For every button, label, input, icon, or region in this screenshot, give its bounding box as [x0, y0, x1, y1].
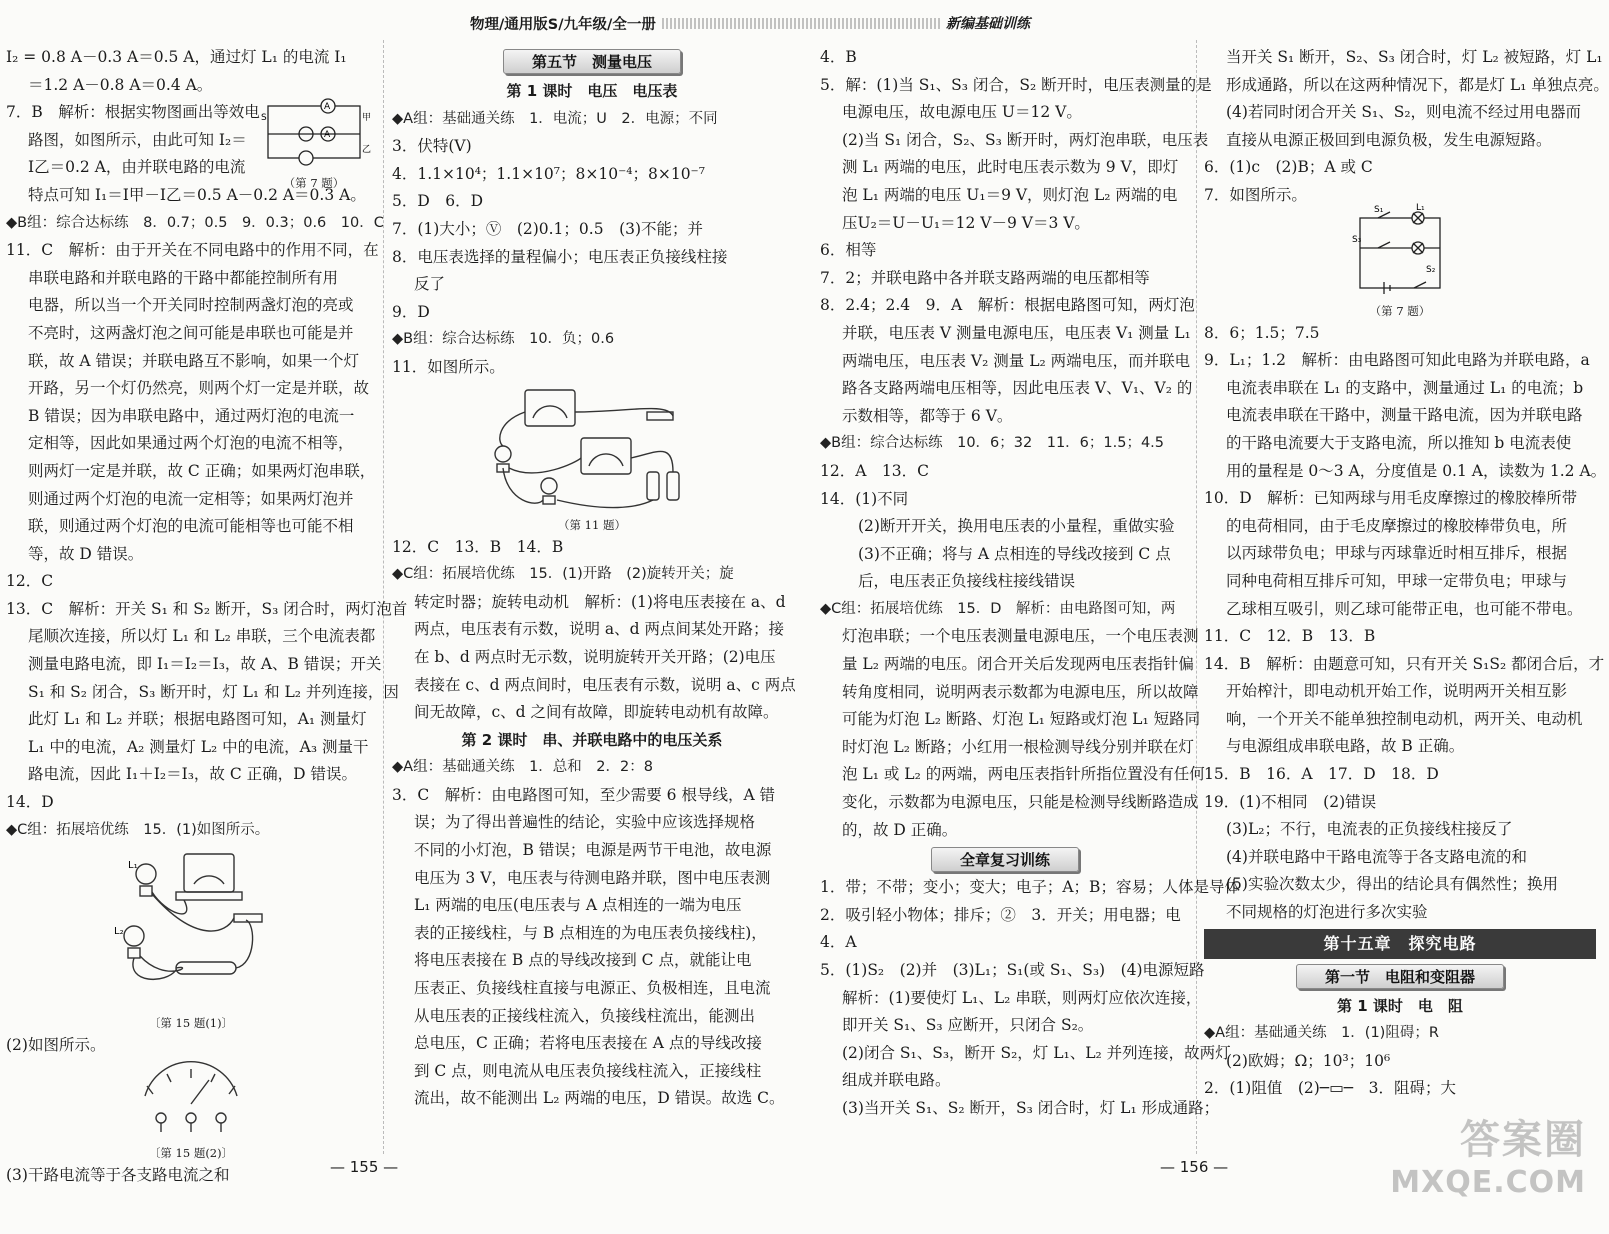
answer-line: (2)欧姆；Ω；10³；10⁶ [1226, 1051, 1391, 1070]
book-tag: 物理/通用版S/九年级/全一册 [470, 16, 656, 33]
answer-line: 转定时器；旋转电动机 解析：(1)将电压表接在 a、d [414, 592, 786, 611]
answer-line: 电流表串联在干路中，测量干路电流，因为并联电路 [1226, 406, 1583, 425]
answer-line: ◆B组：综合达标练 10．6；32 11．6；1.5；4.5 [820, 435, 1165, 452]
answer-line: 泡 L₁ 或 L₂ 的两端，两电压表指针所指位置没有任何 [842, 765, 1205, 784]
svg-text:L₁: L₁ [1416, 202, 1425, 213]
answer-line: 定相等，因此如果通过两个灯泡的电流不相等， [28, 434, 354, 453]
answer-line: 7．如图所示。 [1204, 185, 1307, 204]
page-number-right: — 156 — [1160, 1158, 1229, 1176]
answer-line: 开始榨汁，即电动机开始工作，说明两开关相互影 [1226, 682, 1568, 701]
figure-11 [392, 382, 792, 516]
figure-caption: （第 7 题） [283, 176, 345, 190]
answer-line: 8．电压表选择的量程偏小；电压表正负接线柱接 [392, 247, 728, 266]
answer-line: 12．A 13．C [820, 461, 929, 480]
answer-block [392, 754, 792, 1113]
figure-caption: 〔第 15 题(2)〕 [148, 1145, 234, 1160]
answer-line: 并联，电压表 V 测量电源电压，电压表 V₁ 测量 L₁ [842, 323, 1191, 342]
answer-line: 2．吸引轻小物体；排斥；② 3．开关；用电器；电 [820, 905, 1181, 924]
answer-line: 尾顺次连接，所以灯 L₁ 和 L₂ 串联，三个电流表都 [28, 627, 376, 646]
column-1 [6, 44, 408, 1189]
answer-line: 总电压，C 正确；若将电压表接在 A 点的导线改接 [414, 1034, 762, 1053]
column-3 [820, 44, 1240, 1123]
figure-caption: （第 11 题） [558, 517, 626, 532]
answer-line: (2)断开开关，换用电压表的小量程，重做实验 [858, 517, 1175, 536]
answer-line: 电器，所以当一个开关同时控制两盏灯泡的亮或 [28, 296, 354, 315]
svg-text:A: A [324, 130, 331, 140]
answer-line: 的干路电流要大于支路电流，所以推知 b 电流表使 [1226, 433, 1572, 452]
brand-logo: 新编基础训练 [946, 16, 1030, 32]
answer-line: (3)不正确；将与 A 点相连的导线改接到 C 点 [858, 544, 1171, 563]
answer-line: 乙球相互吸引，则乙球可能带正电，也可能不带电。 [1226, 599, 1583, 618]
column-4 [1204, 44, 1609, 1103]
answer-line: 灯泡串联；一个电压表测量电源电压，一个电压表测 [842, 627, 1199, 646]
answer-line: 4．1.1×10⁴；1.1×10⁷；8×10⁻⁴；8×10⁻⁷ [392, 164, 705, 183]
answer-line: 9．L₁；1.2 解析：由电路图可知此电路为并联电路，a [1204, 351, 1590, 370]
ammeter-dial-icon [131, 1060, 251, 1140]
answer-line: S₁ 和 S₂ 闭合，S₃ 断开时，灯 L₁ 和 L₂ 并列连接，因 [28, 682, 399, 701]
answer-line: 联，则通过两个灯泡的电流可能相等也可能不相 [28, 517, 354, 536]
answer-line: 表的正接线柱，与 B 点相连的为电压表负接线柱)， [414, 923, 767, 942]
answer-line: 12．C 13．B 14．B [392, 537, 564, 556]
answer-line: 10．D 解析：已知两球与用毛皮摩擦过的橡胶棒所带 [1204, 489, 1578, 508]
answer-line: 间无故障，c、d 之间有故障，即旋转电动机有故障。 [414, 703, 779, 722]
watermark-line: 答案圈 [1460, 1117, 1586, 1163]
answer-line: 表接在 c、d 两点间时，电压表有示数，说明 a、c 两点 [414, 675, 796, 694]
answer-line: 1．带；不带；变小；变大；电子；A；B；容易；人体是导体 [820, 878, 1240, 897]
answer-line: 8．6；1.5；7.5 [1204, 323, 1320, 342]
answer-line: 4．A [820, 933, 857, 952]
answer-line: (2)闭合 S₁、S₃，断开 S₂，灯 L₁、L₂ 并列连接，故两灯 [842, 1043, 1231, 1062]
section-banner: 全章复习训练 [931, 847, 1079, 872]
answer-line: 将电压表接在 B 点的导线改接到 C 点，就能让电 [414, 951, 752, 970]
answer-line: (4)若同时闭合开关 S₁、S₂，则电流不经过用电器而 [1226, 103, 1582, 122]
answer-line: (5)实验次数太少，得出的结论具有偶然性；换用 [1226, 875, 1558, 894]
answer-line: 不亮时，这两盏灯泡之间可能是串联也可能是并 [28, 323, 354, 342]
answer-line: 7．2；并联电路中各并联支路两端的电压都相等 [820, 268, 1150, 287]
answer-block [6, 1032, 376, 1060]
answer-line: ◆A组：基础通关练 1．电流；U 2．电源；不同 [392, 110, 718, 127]
answer-line: (3)当开关 S₁、S₂ 断开，S₃ 闭合时，灯 L₁ 形成通路； [842, 1098, 1220, 1117]
answer-line: 路电流，因此 I₁＋I₂＝I₃，故 C 正确，D 错误。 [28, 765, 358, 784]
answer-line: ◆C组：拓展培优练 15．D 解析：由电路图可知，两 [820, 600, 1176, 617]
answer-line: 两点，电压表有示数，说明 a、d 两点间某处开路；接 [414, 620, 785, 639]
svg-text:S₃: S₃ [1352, 234, 1362, 245]
answer-line: 的电荷相同，由于毛皮摩擦过的橡胶棒带负电，所 [1226, 516, 1568, 535]
figure-7b [1204, 202, 1596, 302]
answer-line: 14．(1)不同 [820, 489, 909, 508]
answer-line: 转角度相同，说明两表示数都为电源电压，所以故障 [842, 682, 1199, 701]
answer-line: 不同的小灯泡，B 错误；电源是两节干电池，故电源 [414, 841, 772, 860]
answer-line: (2)当 S₁ 闭合，S₂、S₃ 断开时，两灯泡串联，电压表 [842, 130, 1209, 149]
answer-line: 误；为了得出普遍性的结论，实验中应该选择规格 [414, 813, 756, 832]
svg-text:S: S [261, 113, 267, 123]
answer-line: 形成通路，所以在这两种情况下，都是灯 L₁ 单独点亮。 [1226, 75, 1609, 94]
answer-line: 响，一个开关不能单独控制电动机，两开关、电动机 [1226, 709, 1583, 728]
answer-line: 时灯泡 L₂ 断路；小红用一根检测导线分别并联在灯 [842, 737, 1194, 756]
answer-line: 14．B 解析：由题意可知，只有开关 S₁S₂ 都闭合后，才 [1204, 654, 1605, 673]
section-banner: 第一节 电阻和变阻器 [1296, 964, 1504, 989]
watermark-logo [1390, 1108, 1586, 1200]
answer-line: (3)L₂；不行，电流表的正负接线柱接反了 [1226, 820, 1513, 839]
answer-line: 解析：(1)要使灯 L₁、L₂ 串联，则两灯应依次连接， [842, 988, 1202, 1007]
answer-line: 直接从电源正极回到电源负极，发生电源短路。 [1226, 130, 1552, 149]
answer-line: 的，故 D 正确。 [842, 820, 958, 839]
answer-line: 3．C 解析：由电路图可知，至少需要 6 根导线，A 错 [392, 785, 776, 804]
answer-block [820, 44, 1212, 844]
answer-line: 5．解：(1)当 S₁、S₃ 闭合，S₂ 断开时，电压表测量的是 [820, 75, 1212, 94]
column-2 [392, 44, 796, 1113]
answer-line: I乙＝0.2 A，由并联电路的电流 [28, 158, 246, 177]
svg-text:A: A [324, 102, 331, 112]
column-divider [383, 40, 384, 1154]
answer-line: 电流表串联在 L₁ 的支路中，测量通过 L₁ 的电流；b [1226, 378, 1584, 397]
answer-line: 11．C 12．B 13．B [1204, 627, 1376, 646]
answer-line: 串联电路和并联电路的干路中都能控制所有用 [28, 268, 339, 287]
answer-line: 组成并联电路。 [842, 1071, 951, 1090]
answer-line: 压U₂＝U－U₁＝12 V－9 V＝3 V。 [842, 213, 1090, 232]
answer-block [1204, 44, 1609, 210]
answer-line: 12．C [6, 572, 54, 591]
answer-line: 15．B 16．A 17．D 18．D [1204, 765, 1439, 784]
answer-line: 测 L₁ 两端的电压，此时电压表示数为 9 V，即灯 [842, 158, 1179, 177]
answer-line: 5．(1)S₂ (2)并 (3)L₁；S₁(或 S₁、S₃) (4)电源短路 [820, 961, 1205, 979]
page-number-left: — 155 — [330, 1158, 399, 1176]
answer-block [1204, 1020, 1596, 1103]
answer-line: 到 C 点，则电流从电压表负接线柱流入，正接线柱 [414, 1061, 762, 1080]
lesson-title: 第 2 课时 串、并联电路中的电压关系 [461, 730, 723, 749]
answer-line: 电源电压，故电源电压 U＝12 V。 [842, 103, 1082, 122]
answer-line: 示数相等，都等于 6 V。 [842, 406, 1013, 425]
answer-line: 路图，如图所示，由此可知 I₂＝ [28, 130, 247, 149]
answer-block [6, 1162, 376, 1190]
answer-line: 7．B 解析：根据实物图画出等效电 [6, 103, 260, 122]
answer-line: 开路，另一个灯仍然亮，则两个灯一定是并联，故 [28, 379, 370, 398]
answer-line: 6．相等 [820, 241, 877, 260]
answer-line: I₂ = 0.8 A－0.3 A＝0.5 A，通过灯 L₁ 的电流 I₁ [6, 48, 347, 66]
answer-line: 压表正、负接线柱直接与电源正、负极相连，且电流 [414, 979, 771, 998]
answer-line: 19．(1)不相同 (2)错误 [1204, 792, 1377, 811]
circuit-diagram-icon [258, 98, 370, 170]
answer-line: ◆A组：基础通关练 1．总和 2．2：8 [392, 759, 653, 776]
header-dots [662, 18, 940, 29]
answer-line: 流出，故不能测出 L₂ 两端的电压，D 错误。故选 C。 [414, 1089, 785, 1108]
svg-text:乙: 乙 [362, 145, 372, 155]
svg-text:S₁: S₁ [1374, 204, 1384, 215]
figure-caption: （第 7 题） [1369, 303, 1431, 318]
answer-block [1204, 320, 1607, 927]
answer-line: 反了 [414, 275, 446, 294]
answer-line: 8．2.4；2.4 9．A 解析：根据电路图可知，两灯泡 [820, 296, 1195, 315]
svg-text:甲: 甲 [362, 113, 372, 123]
answer-line: 可能为灯泡 L₂ 断路、灯泡 L₁ 短路或灯泡 L₁ 短路同 [842, 710, 1201, 729]
answer-line: B 错误；因为串联电路中，通过两灯泡的电流一 [28, 406, 355, 425]
answer-line: 联，故 A 错误；并联电路互不影响，如果一个灯 [28, 351, 360, 370]
voltmeter-circuit-icon [477, 382, 707, 512]
answer-line: 7．(1)大小；Ⓥ (2)0.1；0.5 (3)不能；并 [392, 219, 704, 238]
answer-line: 用的量程是 0～3 A，分度值是 0.1 A，读数为 1.2 A。 [1226, 461, 1607, 480]
answer-line: 4．B [820, 48, 857, 66]
answer-line: ＝1.2 A－0.8 A＝0.4 A。 [28, 75, 213, 94]
answer-line: 9．D [392, 302, 430, 321]
answer-line: 在 b、d 两点时无示数，说明旋转开关开路；(2)电压 [414, 647, 776, 666]
figure-caption: 〔第 15 题(1)〕 [148, 1016, 234, 1031]
answer-line: 量 L₂ 两端的电压。闭合开关后发现两电压表指针偏 [842, 655, 1194, 674]
answer-line: 同种电荷相互排斥可知，甲球一定带负电；甲球与 [1226, 571, 1568, 590]
circuit-diagram-icon [1350, 202, 1450, 298]
answer-line: 即开关 S₁、S₃ 应断开，只闭合 S₂。 [842, 1016, 1094, 1035]
answer-line: 特点可知 I₁＝I甲－I乙＝0.5 A－0.2 A＝0.3 A。 [28, 185, 366, 204]
answer-line: ◆C组：拓展培优练 15．(1)如图所示。 [6, 821, 270, 838]
figure-15-1 [6, 844, 376, 1014]
answer-line: 与电源组成串联电路，故 B 正确。 [1226, 737, 1465, 756]
watermark-line: MXQE.COM [1390, 1165, 1586, 1200]
answer-line: 等，故 D 错误。 [28, 544, 144, 563]
chapter-banner: 第十五章 探究电路 [1204, 929, 1596, 959]
answer-line: 后，电压表正负接线柱接线错误 [858, 572, 1076, 591]
answer-line: 5．D 6．D [392, 192, 484, 211]
answer-line: 6．(1)c (2)B；A 或 C [1204, 158, 1373, 177]
answer-line: (4)并联电路中干路电流等于各支路电流的和 [1226, 847, 1527, 866]
answer-line: 以丙球带负电；甲球与丙球靠近时相互排斥，根据 [1226, 544, 1568, 563]
answer-line: 此灯 L₁ 和 L₂ 并联；根据电路图可知，A₁ 测量灯 [28, 710, 367, 729]
answer-line: 则通过两个灯泡的电流一定相等；如果两灯泡并 [28, 489, 354, 508]
answer-line: 3．伏特(V) [392, 137, 472, 156]
answer-line: 从电压表的正接线柱流入，负接线柱流出，能测出 [414, 1006, 756, 1025]
answer-line: ◆B组：综合达标练 10．负；0.6 [392, 331, 615, 348]
answer-line: 则两灯一定是并联，故 C 正确；如果两灯泡串联， [28, 461, 376, 480]
answer-line: L₁ 中的电流，A₂ 测量灯 L₂ 中的电流，A₃ 测量干 [28, 737, 369, 756]
answer-line: 变化，示数都为电源电压，只能是检测导线断路造成 [842, 793, 1199, 812]
answer-line: 泡 L₁ 两端的电压 U₁＝9 V，则灯泡 L₂ 两端的电 [842, 185, 1178, 204]
answer-line: 不同规格的灯泡进行多次实验 [1226, 903, 1428, 922]
answer-line: 两端电压，电压表 V₂ 测量 L₂ 两端电压，而并联电 [842, 351, 1191, 370]
answer-line: ◆B组：综合达标练 8．0.7；0.5 9．0.3；0.6 10．C [6, 214, 384, 231]
figure-15-2 [6, 1060, 376, 1144]
figure-7-circuit [258, 98, 370, 192]
lesson-title: 第 1 课时 电压 电压表 [506, 82, 678, 100]
answer-block [392, 106, 792, 382]
answer-line: (2)如图所示。 [6, 1036, 106, 1055]
answer-line: 2．(1)阻值 (2)─▭─ 3．阻碍；大 [1204, 1079, 1456, 1098]
section-banner: 第五节 测量电压 [503, 49, 681, 74]
circuit-photo-icon [106, 844, 276, 994]
page-header [470, 12, 1030, 34]
answer-line: ◆A组：基础通关练 1．(1)阻碍；R [1204, 1025, 1439, 1042]
answer-block [392, 534, 796, 727]
lesson-title: 第 1 课时 电 阻 [1337, 996, 1463, 1015]
answer-block [820, 874, 1240, 1122]
answer-line: L₁ 两端的电压(电压表与 A 点相连的一端为电压 [414, 896, 742, 915]
answer-line: ◆C组：拓展培优练 15．(1)开路 (2)旋转开关；旋 [392, 566, 734, 583]
answer-line: 13．C 解析：开关 S₁ 和 S₂ 断开，S₃ 闭合时，两灯泡首 [6, 599, 408, 618]
answer-line: 11．如图所示。 [392, 357, 505, 376]
answer-line: 路各支路两端电压相等，因此电压表 V、V₁、V₂ 的 [842, 379, 1193, 398]
svg-text:L₂: L₂ [114, 926, 124, 938]
answer-line: 测量电路电流，即 I₁＝I₂＝I₃，故 A、B 错误；开关 [28, 655, 382, 674]
answer-line: (3)干路电流等于各支路电流之和 [6, 1165, 230, 1184]
answer-line: 当开关 S₁ 断开，S₂、S₃ 闭合时，灯 L₂ 被短路，灯 L₁ [1226, 48, 1603, 66]
answer-line: 电压为 3 V，电压表与待测电路并联，图中电压表测 [414, 868, 771, 887]
answer-line: 11．C 解析：由于开关在不同电路中的作用不同，在 [6, 241, 379, 260]
answer-line: 14．D [6, 793, 54, 812]
svg-text:S₂: S₂ [1426, 264, 1436, 275]
svg-text:L₁: L₁ [128, 860, 138, 872]
